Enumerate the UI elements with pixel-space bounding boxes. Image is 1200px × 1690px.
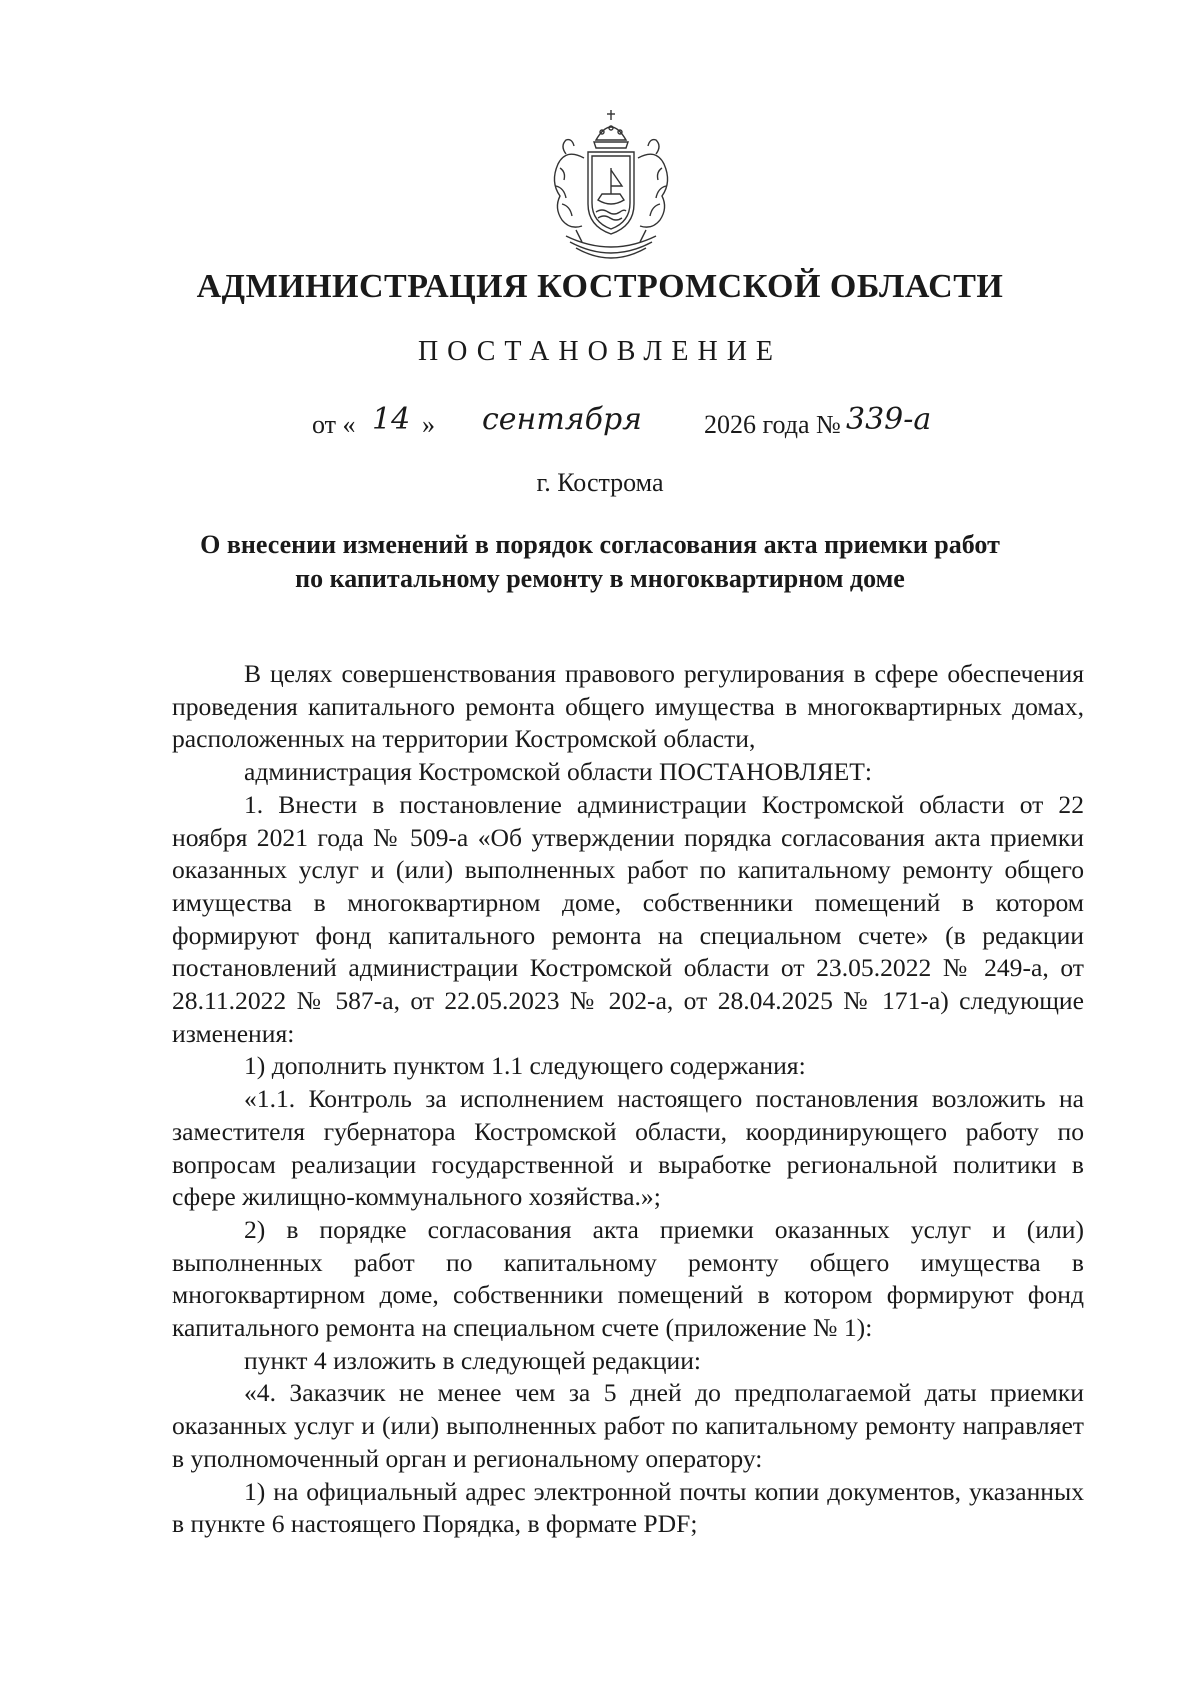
paragraph: В целях совершенствования правового регулирования в сфере обеспечения проведения капитального ремонта общего имущества в многоквартирных домах, расположенных на территории Костромской области, (172, 659, 1084, 754)
title-line-2: по капитальному ремонту в многоквартирном доме (295, 564, 905, 593)
handwritten-day: 14 (372, 402, 411, 437)
city: г. Кострома (536, 468, 664, 497)
document-body (172, 658, 1084, 1541)
paragraph: 1. Внести в постановление администрации Костромской области от 22 ноября 2021 года № 509-а «Об утверждении порядка согласования акта приемки оказанных услуг и (или) выполненных работ по капитальному ремонту общего имущества в многоквартирном доме, собственники помещений в котором формируют фонд капитального ремонта на специальном счете» (в редакции постановлений администрации Костромской области от 23.05.2022 № 249-а, от 28.11.2022 № 587-а, от 22.05.2023 № 202-а, от 28.04.2025 № 171-а) следующие изменения: (172, 789, 1084, 1048)
paragraph: пункт 4 изложить в следующей редакции: (244, 1345, 702, 1375)
paragraph: 1) дополнить пунктом 1.1 следующего содержания: (244, 1051, 806, 1081)
document-title (160, 528, 1040, 596)
handwritten-doc-number: 339-а (846, 402, 932, 437)
paragraph: 1) на официальный адрес электронной почты копии документов, указанных в пункте 6 настоящего Порядка, в формате PDF; (172, 1476, 1084, 1539)
coat-of-arms-emblem (536, 108, 686, 268)
paragraph: администрация Костромской области ПОСТАНОВЛЯЕТ: (244, 757, 873, 787)
date-year: 2026 года № (704, 410, 841, 439)
date-number-line (0, 402, 1200, 446)
paragraph: «4. Заказчик не менее чем за 5 дней до предполагаемой даты приемки оказанных услуг и (или) выполненных работ по капитальному ремонту направляет в уполномоченный орган и региональному оператору: (172, 1378, 1084, 1473)
handwritten-month: сентября (482, 402, 643, 437)
paragraph: «1.1. Контроль за исполнением настоящего постановления возложить на заместителя губернатора Костромской области, координирующего работу по вопросам реализации государственной и выработке региональной политики в сфере жилищно-коммунального хозяйства.»; (172, 1084, 1084, 1212)
date-close-quote: » (422, 410, 435, 439)
date-prefix: от « (312, 410, 356, 439)
title-line-1: О внесении изменений в порядок согласования акта приемки работ (200, 530, 1000, 559)
paragraph: 2) в порядке согласования акта приемки оказанных услуг и (или) выполненных работ по капитальному ремонту общего имущества в многоквартирном доме, собственники помещений в котором формируют фонд капитального ремонта на специальном счете (приложение № 1): (172, 1214, 1084, 1343)
document-type: ПОСТАНОВЛЕНИЕ (417, 336, 783, 367)
organization-name: АДМИНИСТРАЦИЯ КОСТРОМСКОЙ ОБЛАСТИ (196, 268, 1004, 305)
